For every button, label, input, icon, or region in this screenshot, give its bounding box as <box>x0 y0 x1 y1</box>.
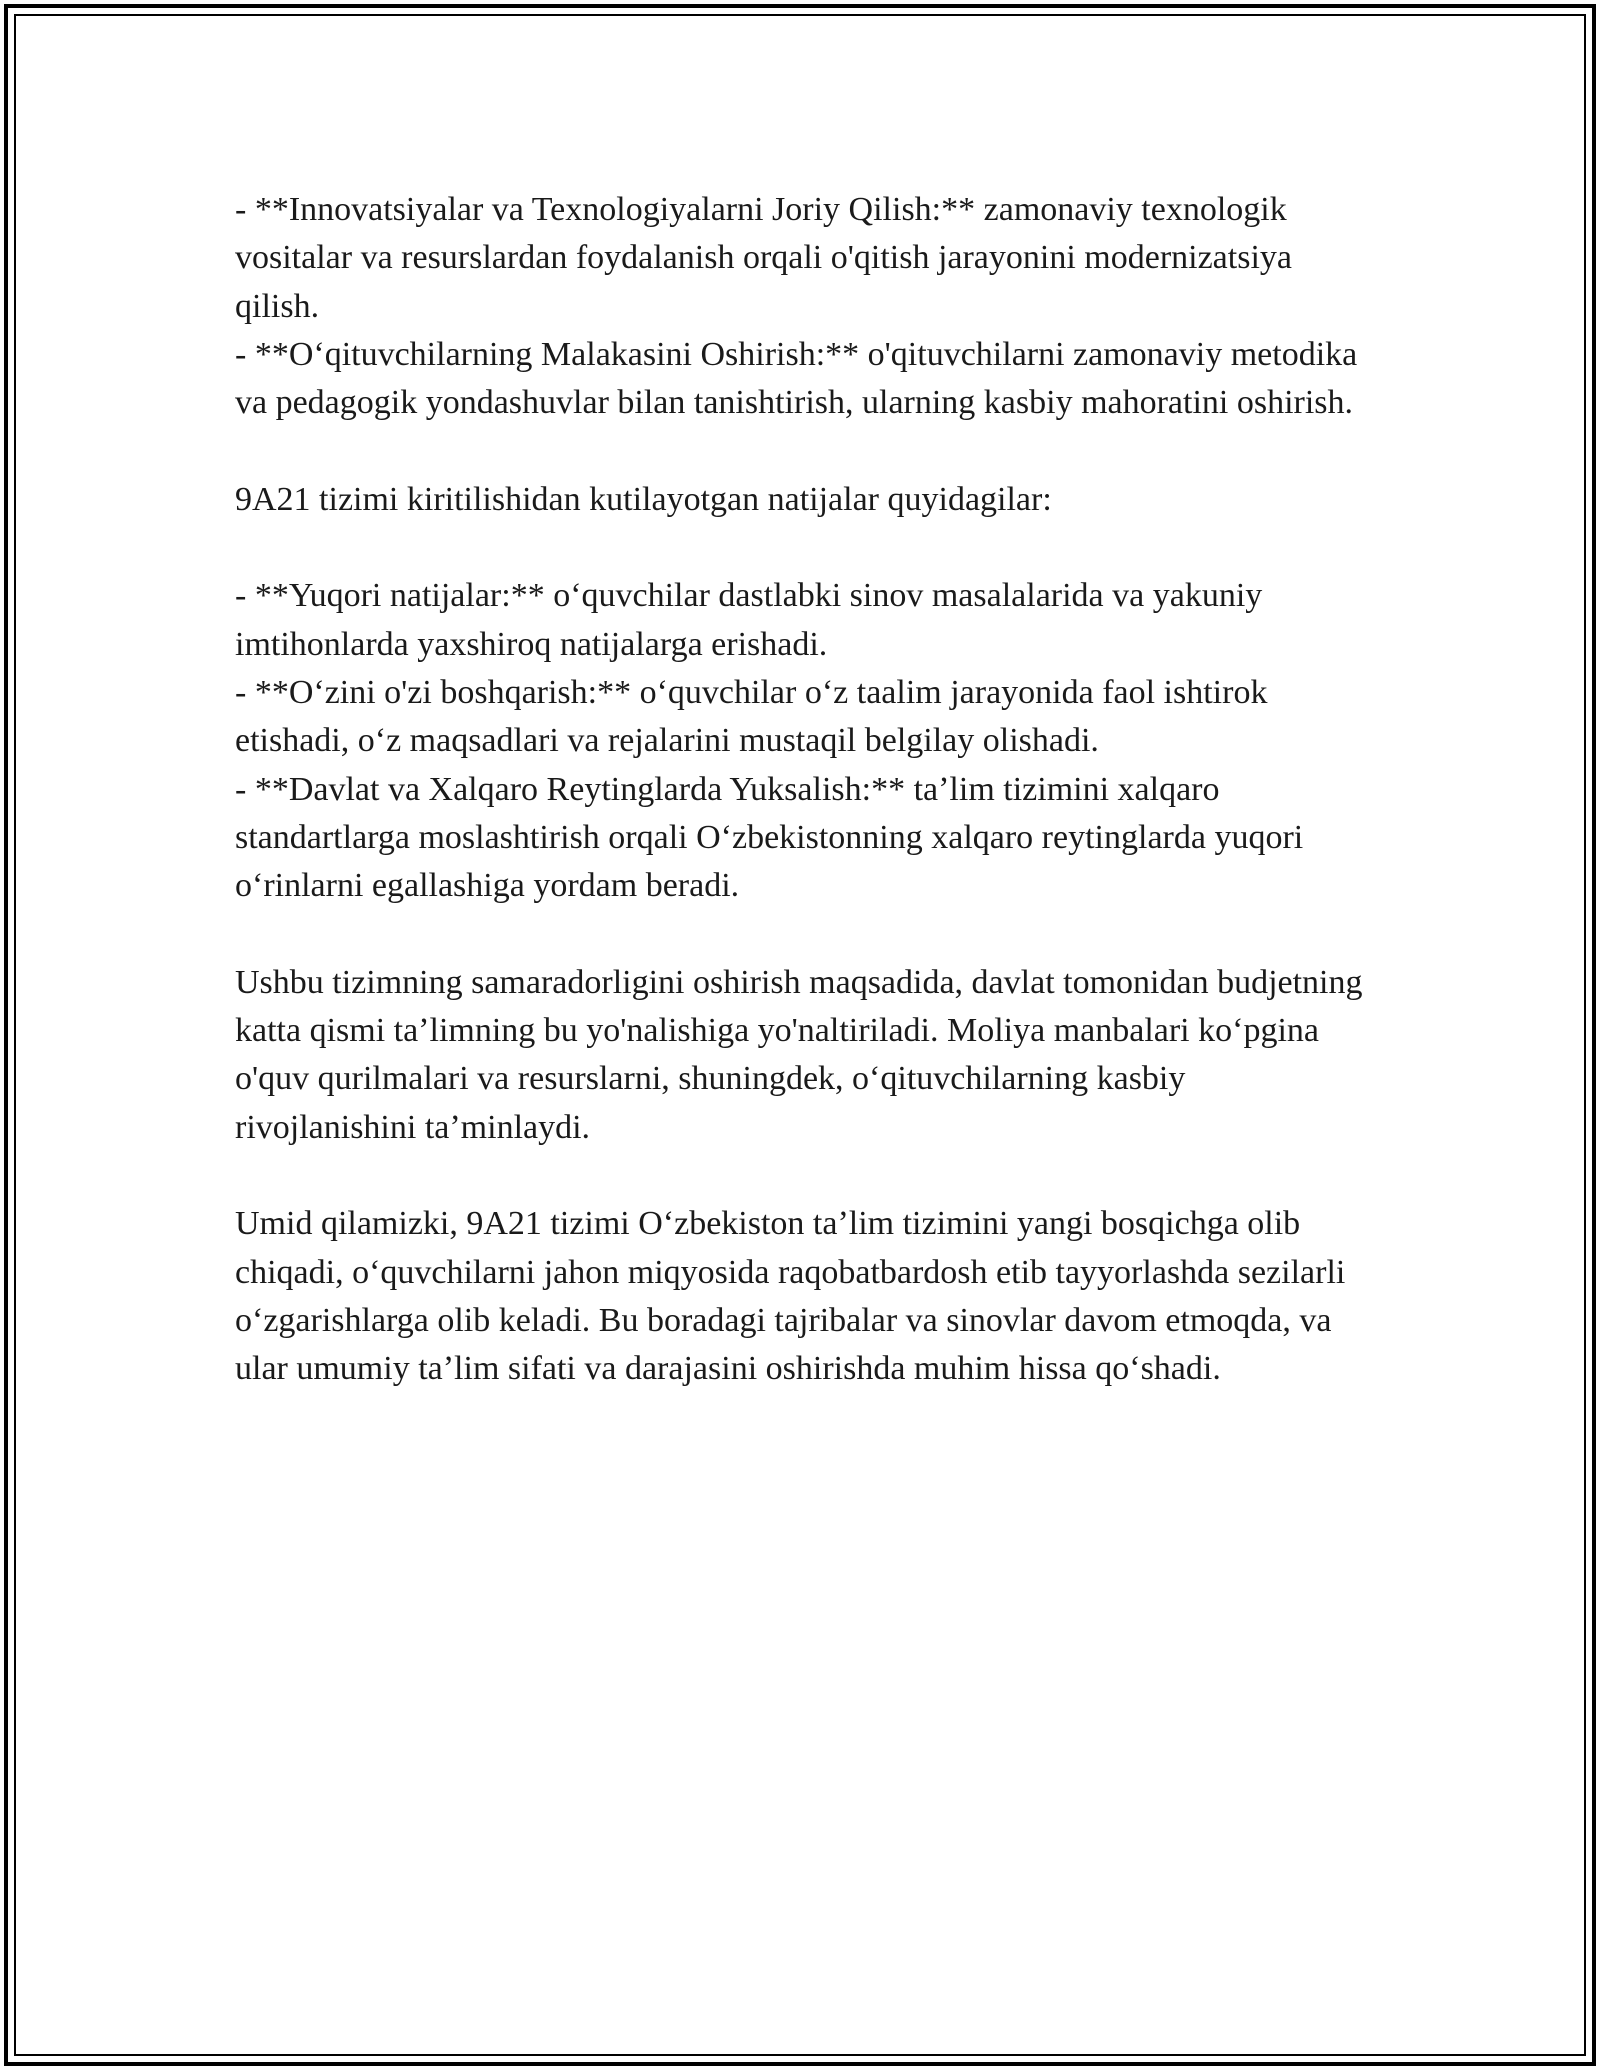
bullet-teacher-qualification: - **Oʻqituvchilarning Malakasini Oshirish:** o'qituvchilarni zamonaviy metodika va pedagogik yondashuvlar bilan tanishtirish, ularning kasbiy mahoratini oshirish. <box>235 335 1358 422</box>
bullet-self-management: - **Oʻzini o'zi boshqarish:** oʻquvchilar oʻz taalim jarayonida faol ishtirok etishadi, oʻz maqsadlari va rejalarini mustaqil belgilay olishadi. <box>235 673 1268 760</box>
paragraph-funding: Ushbu tizimning samaradorligini oshirish maqsadida, davlat tomonidan budjetning katta qismi taʼlimning bu yo'nalishiga yo'naltiriladi. Moliya manbalari koʻpgina o'quv qurilmalari va resurslarni, shuningdek, oʻqituvchilarning kasbiy rivojlanishini taʼminlaydi. <box>235 963 1363 1146</box>
results-intro: 9A21 tizimi kiritilishidan kutilayotgan natijalar quyidagilar: <box>235 480 1052 518</box>
paragraph-gap <box>235 427 1375 475</box>
bullet-high-results: - **Yuqori natijalar:** oʻquvchilar dastlabki sinov masalalarida va yakuniy imtihonlarda yaxshiroq natijalarga erishadi. <box>235 577 1263 663</box>
bullet-ratings-growth: - **Davlat va Xalqaro Reytinglarda Yuksalish:** taʼlim tizimini xalqaro standartlarga moslashtirish orqali Oʻzbekistonning xalqaro reytinglarda yuqori oʻrinlarni egallashiga yordam beradi. <box>235 770 1304 905</box>
paragraph-conclusion: Umid qilamizki, 9A21 tizimi Oʻzbekiston taʼlim tizimini yangi bosqichga olib chiqadi, oʻquvchilarni jahon miqyosida raqobatbardosh etib tayyorlashda sezilarli oʻzgarishlarga olib keladi. Bu boradagi tajribalar va sinovlar davom etmoqda, va ular umumiy taʼlim sifati va darajasini oshirishda muhim hissa qoʻshadi. <box>235 1205 1346 1388</box>
document-body <box>235 186 1375 1393</box>
paragraph-gap <box>235 910 1375 958</box>
paragraph-gap <box>235 1152 1375 1200</box>
paragraph-gap <box>235 524 1375 572</box>
bullet-innovations: - **Innovatsiyalar va Texnologiyalarni Joriy Qilish:** zamonaviy texnologik vositalar va resurslardan foydalanish orqali o'qitish jarayonini modernizatsiya qilish. <box>235 191 1292 325</box>
